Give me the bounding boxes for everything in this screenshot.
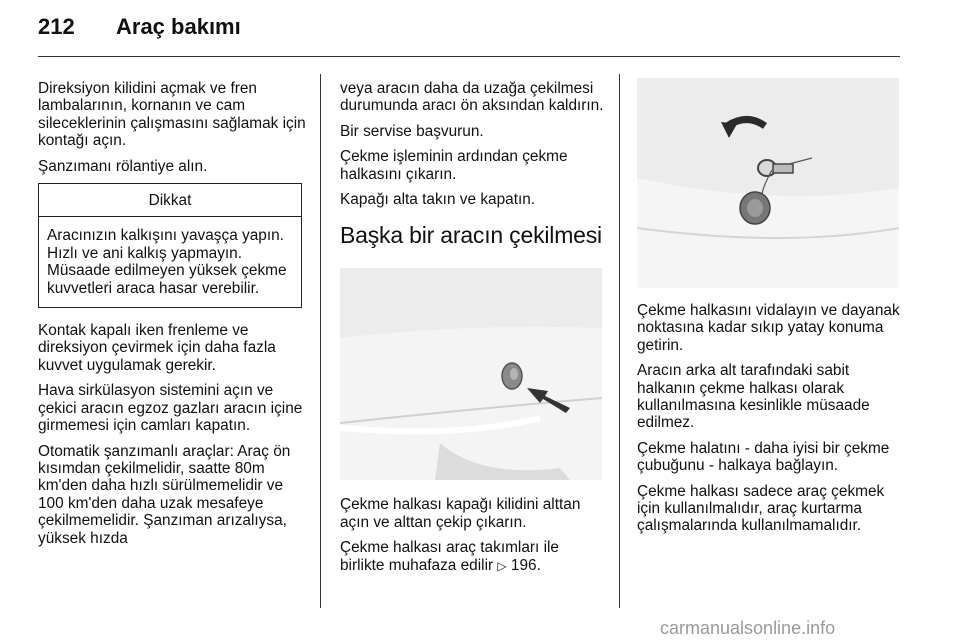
paragraph: veya aracın daha da uzağa çekilmesi durumunda aracı ön aksından kaldırın. — [340, 80, 604, 115]
paragraph: Hava sirkülasyon sistemini açın ve çekici aracın egzoz gazları aracın içine girmemesi için camları kapatın. — [38, 382, 303, 435]
paragraph: Çekme halatını - daha iyisi bir çekme çubuğunu - halkaya bağlayın. — [637, 439, 890, 475]
column-2 — [340, 80, 604, 583]
paragraph: Otomatik şanzımanlı araçlar: Araç ön kısımdan çekilmelidir, saatte 80m km'den daha hızlı sürülmemelidir ve 100 km'den daha uzak mesafeye çekilmemelidir. Şanzıman arızalıysa, yüksek hızda — [38, 442, 291, 547]
paragraph: Direksiyon kilidini açmak ve fren lambalarının, kornanın ve cam sileceklerinin çalışmasını sağlamak için kontağı açın. — [38, 80, 306, 150]
column-divider-1 — [320, 74, 321, 608]
paragraph: Bir servise başvurun. — [340, 122, 484, 140]
bumper-cover-drawing — [340, 268, 602, 480]
paragraph: Çekme işleminin ardından çekme halkasını çıkarın. — [340, 148, 568, 183]
caution-box — [38, 183, 302, 308]
paragraph: Şanzımanı rölantiye alın. — [38, 157, 208, 175]
section-heading: Başka bir aracın çekilmesi — [340, 222, 602, 249]
paragraph: Çekme halkası sadece araç çekmek için kullanılmalıdır, araç kurtarma çalışmalarında kullanılmamalıdır. — [637, 482, 885, 535]
caution-title: Dikkat — [39, 184, 301, 217]
column-divider-2 — [619, 74, 620, 608]
column-3 — [637, 302, 905, 543]
page-title: Araç bakımı — [116, 14, 241, 39]
column-1 — [38, 80, 306, 555]
paragraph: Kapağı alta takın ve kapatın. — [340, 191, 536, 209]
watermark: carmanualsonline.info — [660, 618, 836, 638]
paragraph-text: Çekme halkası araç takımları ile birlikte muhafaza edilir — [340, 539, 559, 574]
page-reference-icon: ▷ — [497, 558, 507, 573]
bumper-cover-illustration — [340, 268, 602, 480]
paragraph: Çekme halkasını vidalayın ve dayanak noktasına kadar sıkıp yatay konuma getirin. — [637, 302, 900, 354]
paragraph: Aracın arka alt tarafındaki sabit halkanın çekme halkası olarak kullanılmasına kesinlikle müsaade edilmez. — [637, 362, 870, 432]
paragraph — [340, 539, 604, 575]
page-header — [38, 14, 241, 40]
header-rule — [38, 56, 900, 57]
caution-text: Aracınızın kalkışını yavaşça yapın. Hızlı ve ani kalkış yapmayın. Müsaade edilmeyen yüksek çekme kuvvetleri araca hasar verebilir. — [47, 227, 287, 297]
paragraph: Kontak kapalı iken frenleme ve direksiyon çevirmek için daha fazla kuvvet uygulamak gerekir. — [38, 322, 276, 374]
tow-eye-illustration — [637, 78, 899, 288]
page-reference: 196. — [510, 556, 541, 574]
paragraph: Çekme halkası kapağı kilidini alttan açın ve alttan çekip çıkarın. — [340, 496, 581, 531]
page-number: 212 — [38, 14, 75, 39]
tow-eye-drawing — [637, 78, 899, 288]
